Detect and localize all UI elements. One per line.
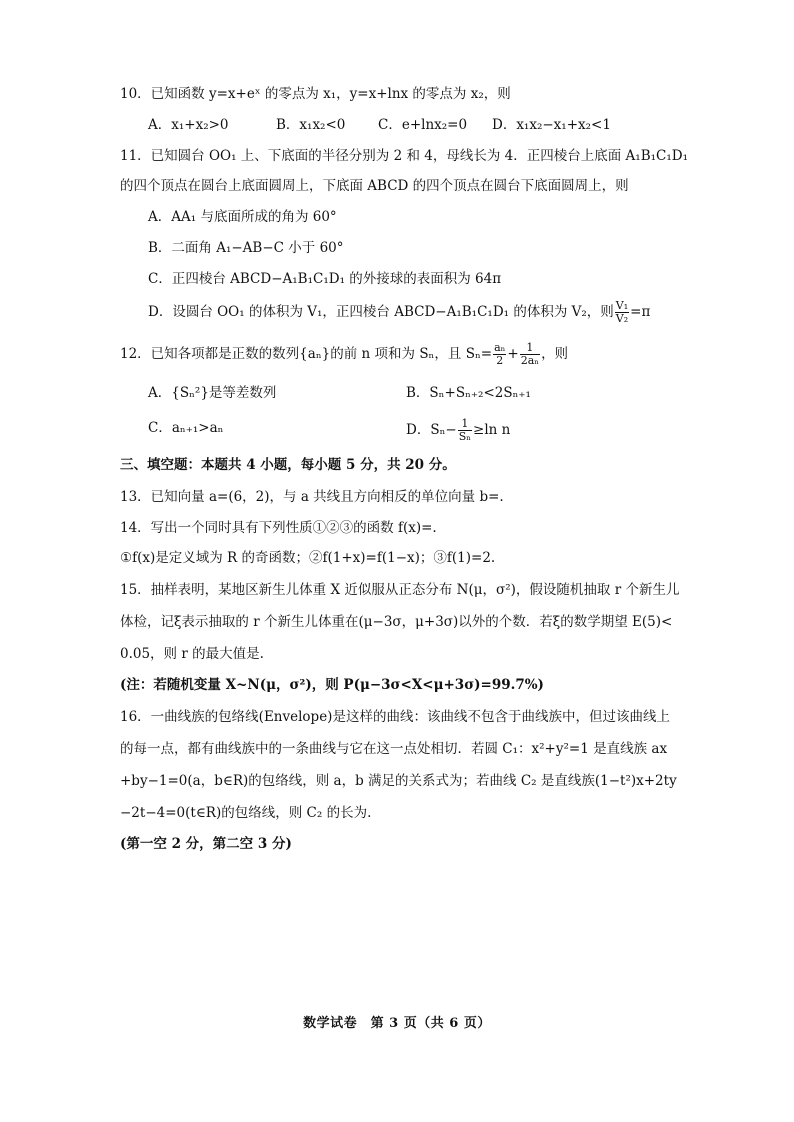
q16-line1: 16．一曲线族的包络线(Envelope)是这样的曲线：该曲线不包含于曲线族中，但过该曲线上 [120, 709, 670, 725]
q12-option-d-denominator: Sₙ [458, 430, 472, 443]
q10-option-b: B．x₁x₂<0 [276, 117, 346, 133]
q11-stem-line2: 的四个顶点在圆台上底面圆周上，下底面 ABCD 的四个顶点在圆台下底面圆周上，则 [120, 178, 629, 194]
q15-line1: 15．抽样表明，某地区新生儿体重 X 近似服从正态分布 N(μ，σ²)，假设随机抽取 r 个新生儿 [120, 582, 680, 598]
q12-option-d-numerator: 1 [458, 418, 472, 431]
q12-fraction-2 [520, 342, 540, 367]
q12-fraction-1-denominator: 2 [496, 354, 504, 367]
q12-option-d [406, 418, 510, 443]
q11-option-c: C．正四棱台 ABCD−A₁B₁C₁D₁ 的外接球的表面积为 64π [148, 271, 502, 287]
q12-plus: + [507, 346, 519, 362]
q15-line3: 0.05，则 r 的最大值是. [120, 646, 264, 662]
q12-fraction-2-denominator: 2aₙ [520, 354, 540, 367]
q12-option-c: C．aₙ₊₁>aₙ [148, 420, 224, 436]
q10-option-c: C．e+lnx₂=0 [378, 117, 468, 133]
q11-option-d-tail: =π [630, 304, 651, 320]
q16-note: (第一空 2 分，第二空 3 分) [120, 836, 292, 852]
q11-fraction-denominator: V₂ [615, 312, 629, 325]
q12-option-d-b: ≥ln n [473, 422, 511, 438]
q12-stem-b: ，则 [541, 346, 569, 362]
q12-option-b: B．Sₙ+Sₙ₊₂<2Sₙ₊₁ [406, 385, 531, 401]
q12-fraction-1-numerator: aₙ [494, 341, 506, 354]
q12-stem-a: 12．已知各项都是正数的数列{aₙ}的前 n 项和为 Sₙ，且 Sₙ= [120, 346, 493, 362]
q11-option-d [148, 300, 650, 325]
q16-line4: −2t−4=0(t∈R)的包络线，则 C₂ 的长为. [120, 805, 372, 821]
q11-option-d-text: D．设圆台 OO₁ 的体积为 V₁，正四棱台 ABCD−A₁B₁C₁D₁ 的体积为 V₂，则 [148, 304, 614, 320]
q11-option-a: A．AA₁ 与底面所成的角为 60° [148, 209, 337, 225]
page-footer: 数学试卷 第 3 页（共 6 页） [303, 1016, 491, 1031]
q13-stem: 13．已知向量 a=(6，2)，与 a 共线且方向相反的单位向量 b=. [120, 489, 504, 505]
q14-properties: ①f(x)是定义域为 R 的奇函数；②f(1+x)=f(1−x)；③f(1)=2. [120, 550, 496, 566]
q14-stem: 14．写出一个同时具有下列性质①②③的函数 f(x)=. [120, 520, 437, 536]
q15-note: (注：若随机变量 X~N(μ，σ²)，则 P(μ−3σ<X<μ+3σ)=99.7%) [120, 677, 544, 693]
q15-line2: 体检，记ξ表示抽取的 r 个新生儿体重在(μ−3σ，μ+3σ)以外的个数．若ξ的数学期望 E(5)< [120, 614, 673, 630]
q11-stem-line1: 11．已知圆台 OO₁ 上、下底面的半径分别为 2 和 4，母线长为 4．正四棱台上底面 A₁B₁C₁D₁ [120, 148, 689, 164]
q11-volume-ratio-fraction [615, 300, 629, 325]
q10-option-d: D．x₁x₂−x₁+x₂<1 [492, 117, 611, 133]
q11-option-b: B．二面角 A₁−AB−C 小于 60° [148, 240, 344, 256]
section-3-heading: 三、填空题：本题共 4 小题，每小题 5 分，共 20 分。 [120, 457, 456, 473]
q12-stem [120, 342, 568, 367]
q11-fraction-numerator: V₁ [615, 299, 629, 312]
q12-fraction-1 [493, 342, 506, 367]
q12-fraction-2-numerator: 1 [520, 342, 540, 355]
q12-option-d-a: D．Sₙ− [406, 422, 457, 438]
q16-line3: +by−1=0(a，b∈R)的包络线，则 a，b 满足的关系式为；若曲线 C₂ 是直线族(1−t²)x+2ty [120, 773, 677, 789]
q12-option-d-fraction [458, 418, 472, 443]
q12-option-a: A．{Sₙ²}是等差数列 [148, 385, 277, 401]
q10-option-a: A．x₁+x₂>0 [148, 117, 229, 133]
q10-stem: 10．已知函数 y=x+eˣ 的零点为 x₁，y=x+lnx 的零点为 x₂，则 [120, 86, 511, 102]
q16-line2: 的每一点，都有曲线族中的一条曲线与它在这一点处相切．若圆 C₁：x²+y²=1 是直线族 ax [120, 741, 668, 757]
